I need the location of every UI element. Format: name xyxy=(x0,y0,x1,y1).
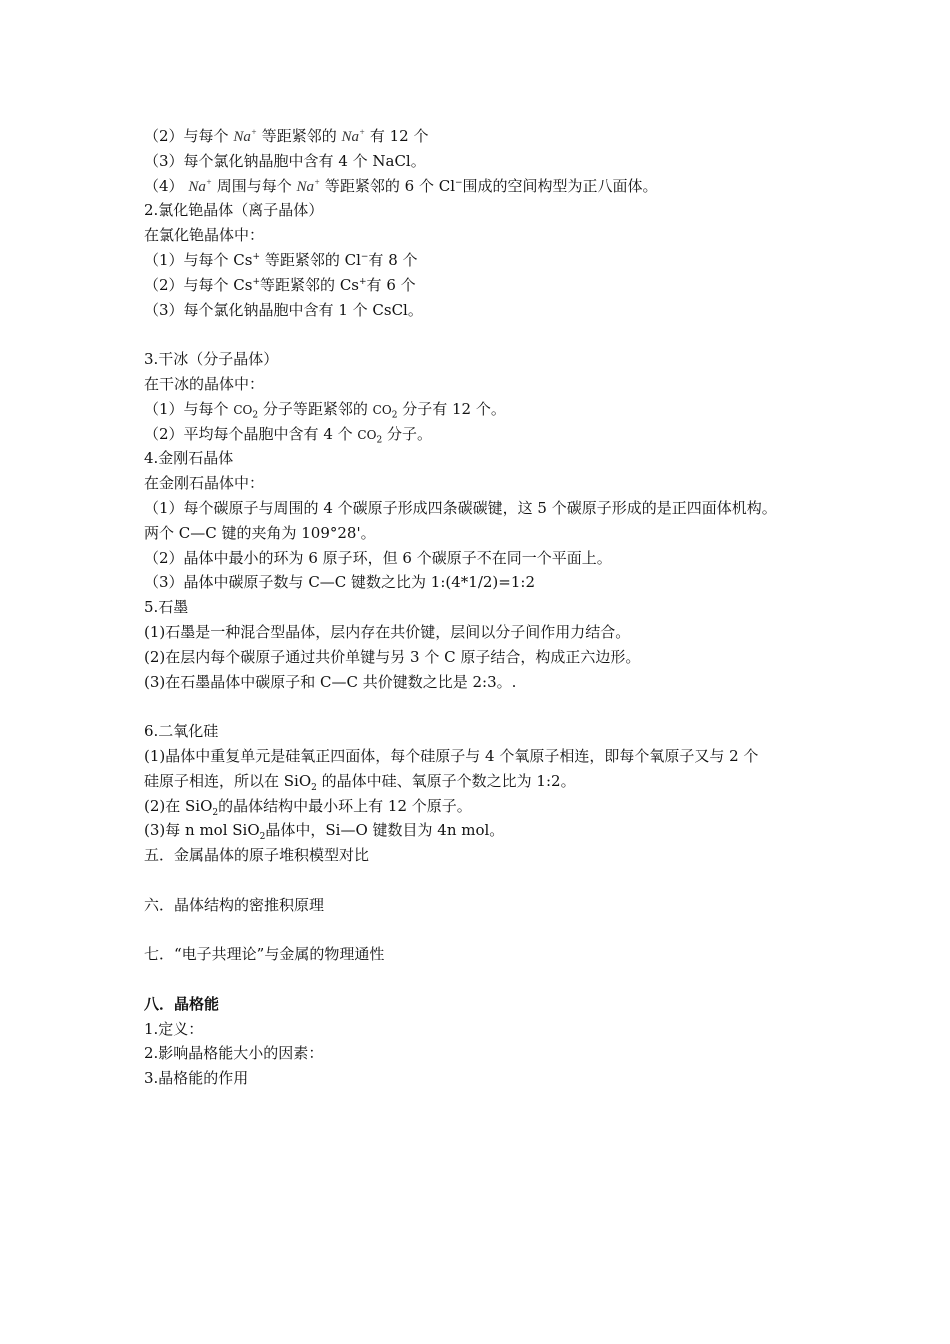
section-8-line-2: 2.影响晶格能大小的因素： xyxy=(144,1044,324,1063)
superscript: − xyxy=(360,251,369,262)
section-8-heading: 八．晶格能 xyxy=(144,994,220,1013)
spacer xyxy=(144,918,824,943)
spacer xyxy=(144,967,824,992)
subscript: 2 xyxy=(311,782,317,793)
sio2-line-1: (1)晶体中重复单元是硅氧正四面体，每个硅原子与 4 个氧原子相连，即每个氧原子又与 2 个 xyxy=(144,746,759,765)
co2-formula: $CO_2$ xyxy=(357,427,383,445)
sodium-ion-symbol: Na+ xyxy=(188,176,212,195)
spacer xyxy=(144,322,824,347)
text: 等距紧邻的 Cs xyxy=(260,275,359,294)
text: 等距紧邻的 Cl xyxy=(264,250,361,269)
sio2-line-1-cont xyxy=(144,769,824,794)
cscl-line-1 xyxy=(144,248,824,273)
text: （2）平均每个晶胞中含有 4 个 xyxy=(144,424,353,443)
section-6-heading: 六．晶体结构的密推积原理 xyxy=(144,895,325,914)
text: 分子等距紧邻的 xyxy=(262,399,368,418)
dry-ice-intro: 在干冰的晶体中： xyxy=(144,374,265,393)
nacl-line-3: （3）每个氯化钠晶胞中含有 4 个 NaCl。 xyxy=(144,151,426,170)
text: （2）与每个 xyxy=(144,127,229,145)
dry-ice-heading: 3.干冰（分子晶体） xyxy=(144,350,279,369)
graphite-heading: 5.石墨 xyxy=(144,598,189,617)
section-5-heading: 五．金属晶体的原子堆积模型对比 xyxy=(144,846,370,865)
text: 的晶体结构中最小环上有 12 个原子。 xyxy=(218,796,472,815)
text: 等距紧邻的 xyxy=(261,127,337,145)
sio2-line-3 xyxy=(144,818,824,843)
dry-ice-line-1 xyxy=(144,397,824,422)
text: 有 8 个 xyxy=(368,250,418,269)
cscl-intro: 在氯化铯晶体中： xyxy=(144,226,265,245)
diamond-line-2: （2）晶体中最小的环为 6 原子环，但 6 个碳原子不在同一个平面上。 xyxy=(144,548,612,567)
nacl-line-4 xyxy=(144,174,824,199)
co2-formula: $CO_2$ xyxy=(233,402,259,421)
text: 有 12 个 xyxy=(369,127,429,145)
text: （4） xyxy=(144,176,184,195)
document-body xyxy=(144,124,824,1091)
text: （2）与每个 Cs xyxy=(144,275,253,294)
graphite-line-1: (1)石墨是一种混合型晶体，层内存在共价键，层间以分子间作用力结合。 xyxy=(144,622,631,641)
section-8-line-1: 1.定义： xyxy=(144,1019,204,1038)
cscl-line-3: （3）每个氯化钠晶胞中含有 1 个 CsCl。 xyxy=(144,300,423,319)
text: (2)在 SiO xyxy=(144,796,213,815)
text: 分子。 xyxy=(386,424,432,443)
cscl-line-2 xyxy=(144,273,824,298)
graphite-line-3: (3)在石墨晶体中碳原子和 C—C 共价键数之比是 2:3。. xyxy=(144,672,517,691)
diamond-line-1-cont: 两个 C—C 键的夹角为 109°28'。 xyxy=(144,523,376,542)
sodium-ion-symbol: Na+ xyxy=(233,127,257,145)
co2-formula: $CO_2$ xyxy=(372,402,398,421)
subscript: 2 xyxy=(212,807,219,818)
diamond-line-3: （3）晶体中碳原子数与 C—C 键数之比为 1:(4*1/2)=1:2 xyxy=(144,573,535,592)
text: （1）与每个 Cs xyxy=(144,250,253,269)
text: （1）与每个 xyxy=(144,399,229,418)
sio2-line-2 xyxy=(144,794,824,819)
subscript: 2 xyxy=(259,832,266,843)
diamond-heading: 4.金刚石晶体 xyxy=(144,449,234,468)
section-8-line-3: 3.晶格能的作用 xyxy=(144,1069,249,1088)
text: (3)每 n mol SiO xyxy=(144,821,260,840)
text: 分子有 12 个。 xyxy=(402,399,506,418)
text: 的晶体中硅、氧原子个数之比为 1:2。 xyxy=(321,771,576,790)
cscl-heading: 2.氯化铯晶体（离子晶体） xyxy=(144,201,324,220)
superscript: − xyxy=(455,177,463,188)
dry-ice-line-2 xyxy=(144,422,824,447)
text: 有 6 个 xyxy=(366,275,416,294)
text: 周围与每个 xyxy=(216,176,292,195)
spacer xyxy=(144,868,824,893)
superscript: + xyxy=(252,276,261,287)
sodium-ion-symbol: Na+ xyxy=(341,127,366,145)
spacer xyxy=(144,694,824,719)
diamond-line-1: （1）每个碳原子与周围的 4 个碳原子形成四条碳碳键，这 5 个碳原子形成的是正四面体机构。 xyxy=(144,498,777,517)
sio2-heading: 6.二氧化硅 xyxy=(144,722,219,741)
section-7-heading: 七．“电子共理论”与金属的物理通性 xyxy=(144,945,385,964)
superscript: + xyxy=(359,276,367,287)
text: 围成的空间构型为正八面体。 xyxy=(462,176,658,195)
text: 等距紧邻的 6 个 Cl xyxy=(324,176,455,195)
nacl-line-2 xyxy=(144,124,824,149)
graphite-line-2: (2)在层内每个碳原子通过共价单键与另 3 个 C 原子结合，构成正六边形。 xyxy=(144,647,641,666)
diamond-intro: 在金刚石晶体中： xyxy=(144,474,265,493)
text: 晶体中，Si—O 键数目为 4n mol。 xyxy=(265,821,505,840)
superscript: + xyxy=(252,251,261,262)
text: 硅原子相连，所以在 SiO xyxy=(144,771,312,790)
sodium-ion-symbol: Na+ xyxy=(296,176,321,195)
